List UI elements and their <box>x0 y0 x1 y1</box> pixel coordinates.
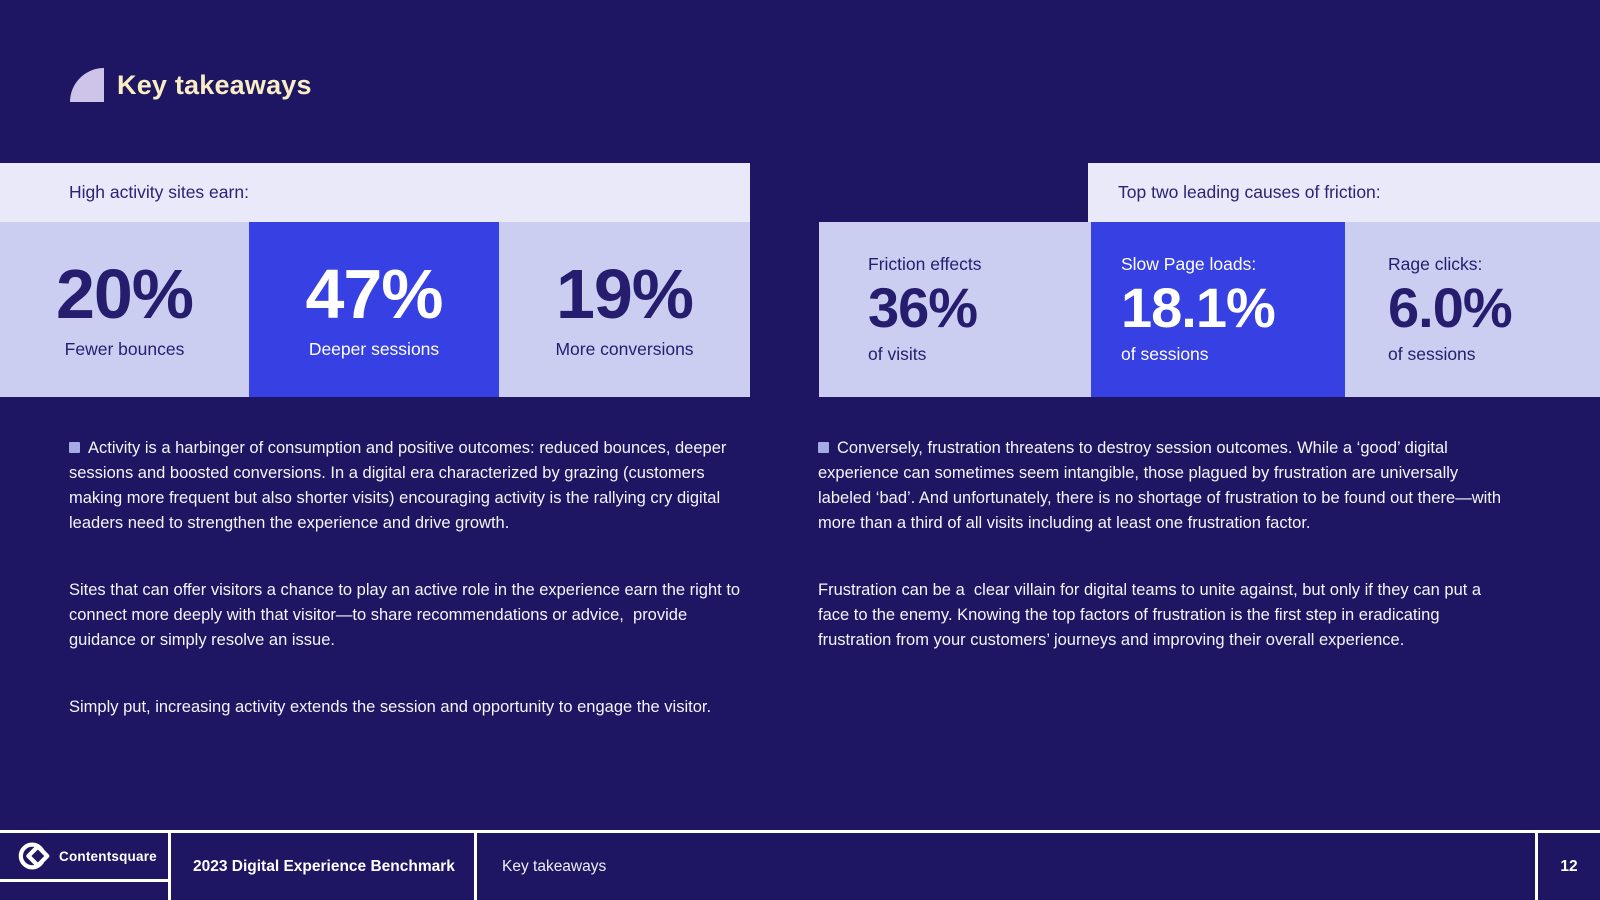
stat-value: 36% <box>868 276 978 340</box>
stat-value: 47% <box>305 255 443 333</box>
stat-bottom-label: of visits <box>868 343 927 364</box>
stat-top-label: Slow Page loads: <box>1121 254 1257 275</box>
paragraph-text: Activity is a harbinger of consumption and positive outcomes: reduced bounces, deeper sessions and boosted conversions. In a digital era characterized by grazing (customers making more frequent but also shorter visits) encouraging activity is the rallying cry digital leaders need to strengthen the experience and drive growth. <box>69 439 731 532</box>
report-title: 2023 Digital Experience Benchmark <box>193 857 455 875</box>
stat-fewer-bounces <box>0 222 249 397</box>
quarter-circle-icon <box>70 68 104 102</box>
stat-label: Fewer bounces <box>64 339 185 359</box>
stat-friction-effects <box>819 222 1091 397</box>
activity-stats-row <box>0 222 750 397</box>
stat-value: 19% <box>555 255 694 333</box>
paragraph <box>818 578 1508 653</box>
stat-value: 6.0% <box>1388 276 1512 340</box>
brand-logo-cell <box>0 833 168 882</box>
title-row <box>70 68 312 102</box>
stat-slow-page-loads <box>1091 222 1345 397</box>
stat-more-conversions <box>499 222 750 397</box>
page-title: Key takeaways <box>117 70 312 100</box>
stat-deeper-sessions <box>249 222 499 397</box>
activity-stats-band <box>0 163 750 397</box>
stat-rage-clicks <box>1345 222 1600 397</box>
stat-top-label: Friction effects <box>868 254 982 275</box>
stat-bottom-label: of sessions <box>1388 343 1476 364</box>
page-number: 12 <box>1560 857 1578 875</box>
friction-copy-column <box>818 436 1508 695</box>
paragraph-text: Sites that can offer visitors a chance to play an active role in the experience earn the right to connect more deeply with that visitor—to share recommendations or advice, provide guidance or simply resolve an issue. <box>69 581 745 649</box>
paragraph-text: Frustration can be a clear villain for digital teams to unite against, but only if they can put a face to the enemy. Knowing the top factors of frustration is the first step in eradicating frustration from your customers’ journeys and improving their overall experience. <box>818 581 1486 649</box>
paragraph <box>69 578 747 653</box>
stat-value: 18.1% <box>1121 276 1275 340</box>
stat-label: More conversions <box>555 339 694 359</box>
footer-bar <box>0 830 1600 900</box>
stat-value: 20% <box>55 255 194 333</box>
friction-stats-band <box>819 163 1600 397</box>
stat-bottom-label: of sessions <box>1121 343 1209 364</box>
activity-copy-column <box>69 436 747 762</box>
brand-wordmark: Contentsquare <box>59 848 157 864</box>
paragraph <box>69 695 747 720</box>
paragraph <box>69 436 747 536</box>
paragraph-text: Conversely, frustration threatens to destroy session outcomes. While a ‘good’ digital experience can sometimes seem intangible, those plagued by frustration are universally labeled ‘bad’. And unfortunately, there is no shortage of frustration to be found out there—with more than a third of all visits including at least one frustration factor. <box>818 439 1506 532</box>
stat-label: Deeper sessions <box>308 339 440 359</box>
friction-stats-row <box>819 222 1600 397</box>
paragraph-text: Simply put, increasing activity extends the session and opportunity to engage the visitor. <box>69 698 712 716</box>
footer-section-label: Key takeaways <box>502 857 607 875</box>
square-bullet-icon <box>818 442 829 453</box>
stat-top-label: Rage clicks: <box>1388 254 1483 275</box>
activity-band-header: High activity sites earn: <box>0 163 750 222</box>
paragraph <box>818 436 1508 536</box>
contentsquare-logo-icon <box>18 839 52 873</box>
contentsquare-logo <box>18 839 157 873</box>
friction-band-header: Top two leading causes of friction: <box>1088 163 1600 222</box>
square-bullet-icon <box>69 442 80 453</box>
